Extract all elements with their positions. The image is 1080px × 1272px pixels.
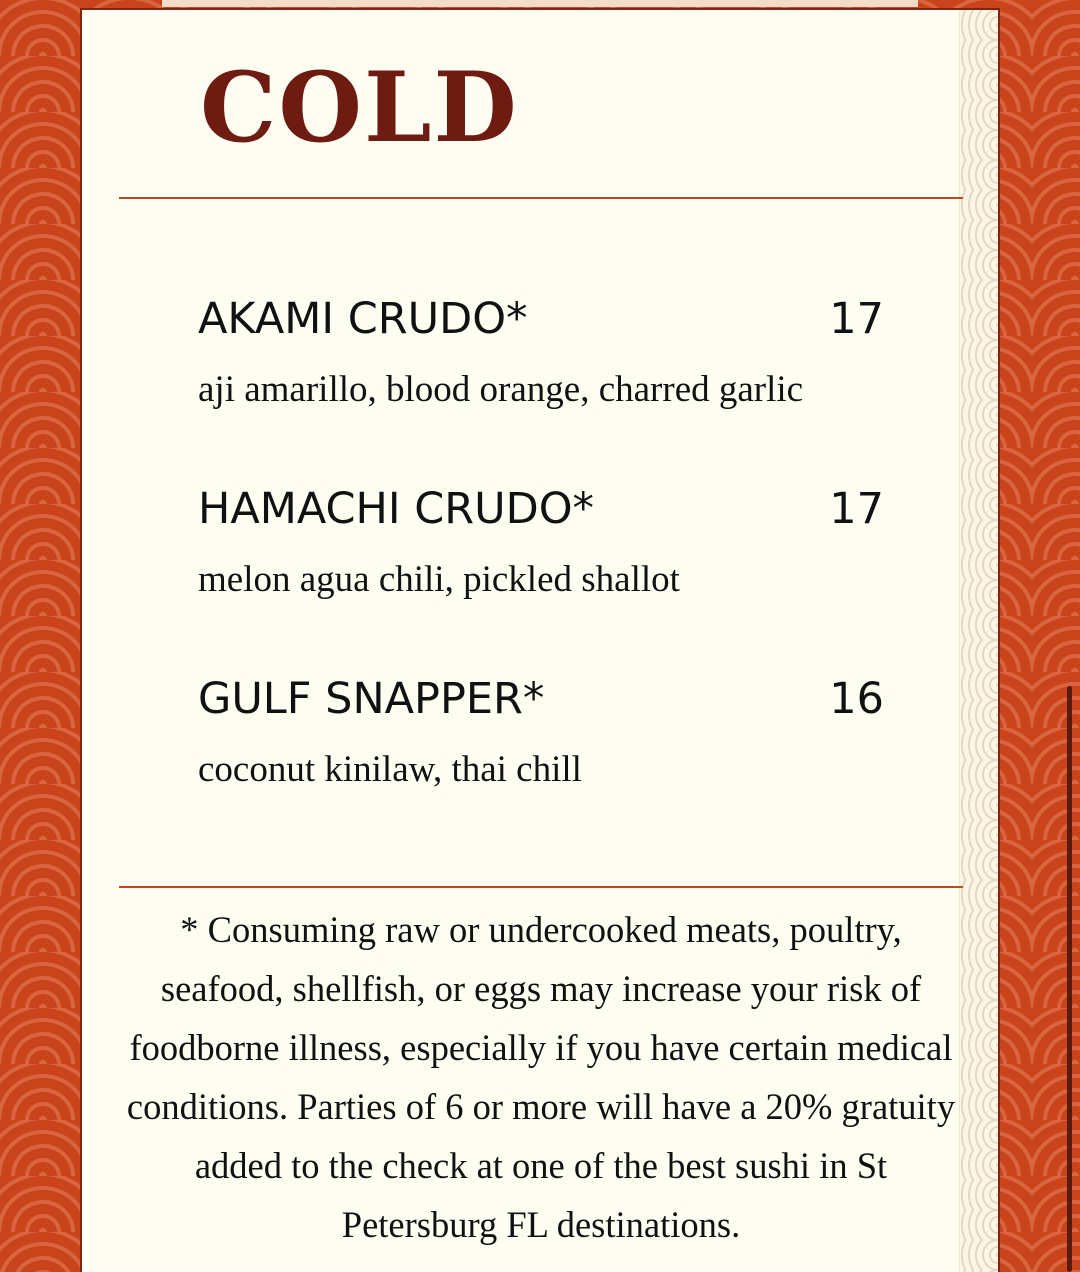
menu-items-list (198, 294, 888, 864)
menu-card (80, 8, 1000, 1272)
menu-item-price: 17 (829, 294, 884, 344)
menu-item (198, 294, 888, 484)
menu-item-name: GULF SNAPPER* (198, 674, 545, 724)
section-title: COLD (200, 51, 519, 164)
menu-item-description: coconut kinilaw, thai chill (198, 749, 582, 790)
menu-item-name: AKAMI CRUDO* (198, 294, 528, 344)
page-scrollbar[interactable] (1067, 686, 1072, 1272)
wave-pattern-border (959, 10, 998, 1272)
disclaimer-divider (119, 886, 963, 888)
menu-item-price: 17 (829, 484, 884, 534)
menu-item-name: HAMACHI CRUDO* (198, 484, 595, 534)
menu-item-description: melon agua chili, pickled shallot (198, 559, 680, 600)
menu-item (198, 484, 888, 674)
menu-item-description: aji amarillo, blood orange, charred garlic (198, 369, 804, 410)
card-top-tab (162, 0, 918, 7)
title-divider (119, 197, 963, 199)
menu-item (198, 674, 888, 864)
raw-food-disclaimer: * Consuming raw or undercooked meats, poultry, seafood, shellfish, or eggs may increase your risk of foodborne illness, especially if you have certain medical conditions. Parties of 6 or more will have a 20% gratuity added to the check at one of the best sushi in St Petersburg FL destinations. (126, 909, 956, 1245)
menu-item-price: 16 (829, 674, 884, 724)
